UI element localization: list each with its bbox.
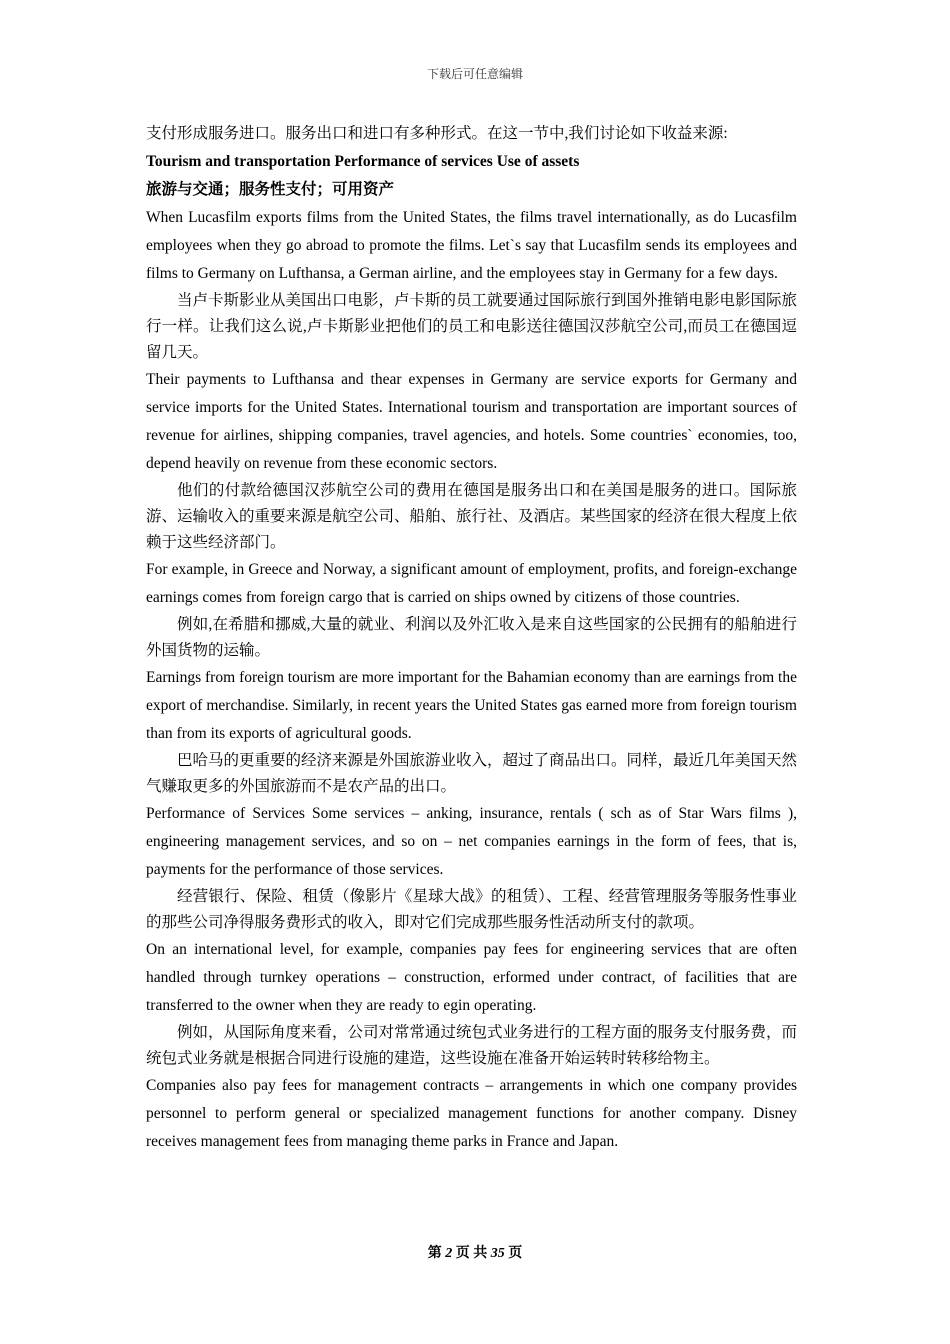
total-page-count: 35 [490, 1246, 505, 1261]
paragraph-zh: 例如,在希腊和挪威,大量的就业、利润以及外汇收入是来自这些国家的公民拥有的船舶进行外国货物的运输。 [146, 616, 797, 659]
paragraph-en: When Lucasfilm exports films from the United States, the films travel internationally, as do Lucasfilm employees when they go abroad to promote the films. Let`s say that Lucasfilm sends its employees and films to Germany on Lufthansa, a German airline, and the employees stay in Germany for a few days. [146, 209, 797, 282]
paragraph-en: On an international level, for example, companies pay fees for engineering services that are often handled through turnkey operations – construction, erformed under contract, of facilities that are transferred to the owner when they are ready to egin operating. [146, 941, 797, 1014]
paragraph-en: Their payments to Lufthansa and thear expenses in Germany are service exports for Germany and service imports for the United States. International tourism and transportation are important sources of revenue for airlines, shipping companies, travel agencies, and hotels. Some countries` economies, too, depend heavily on revenue from these economic sectors. [146, 371, 797, 472]
paragraph-zh: 巴哈马的更重要的经济来源是外国旅游业收入，超过了商品出口。同样，最近几年美国天然气赚取更多的外国旅游而不是农产品的出口。 [146, 752, 798, 795]
document-body [146, 120, 797, 1156]
paragraph-zh: 他们的付款给德国汉莎航空公司的费用在德国是服务出口和在美国是服务的进口。国际旅游、运输收入的重要来源是航空公司、船舶、旅行社、及酒店。某些国家的经济在很大程度上依赖于这些经济部门。 [146, 482, 798, 551]
paragraph-zh: 经营银行、保险、租赁（像影片《星球大战》的租赁）、工程、经营管理服务等服务性事业的那些公司净得服务费形式的收入，即对它们完成那些服务性活动所支付的款项。 [146, 888, 797, 931]
footer-suffix: 页 [504, 1246, 523, 1261]
footer-middle: 页 共 [452, 1246, 491, 1261]
paragraph-en: For example, in Greece and Norway, a significant amount of employment, profits, and foreign-exchange earnings comes from foreign cargo that is carried on ships owned by citizens of those countries. [146, 561, 797, 606]
footer-prefix: 第 [427, 1246, 446, 1261]
paragraph-zh: 例如，从国际角度来看，公司对常常通过统包式业务进行的工程方面的服务支付服务费，而统包式业务就是根据合同进行设施的建造，这些设施在准备开始运转时转移给物主。 [146, 1024, 798, 1067]
current-page-number: 2 [445, 1246, 453, 1261]
page-header: 下载后可任意编辑 [426, 67, 523, 81]
section-heading-zh: 旅游与交通；服务性支付；可用资产 [146, 181, 395, 198]
paragraph-en: Performance of Services Some services – anking, insurance, rentals ( sch as of Star Wars films ), engineering management services, and so on – net companies earnings in the form of fees, that is, payments for the performance of those services. [146, 805, 797, 878]
section-heading-en: Tourism and transportation Performance of services Use of assets [146, 153, 580, 170]
paragraph-en: Companies also pay fees for management contracts – arrangements in which one company provides personnel to perform general or specialized management functions for another company. Disney receives management fees from managing theme parks in France and Japan. [146, 1077, 797, 1150]
page-footer [0, 1245, 950, 1263]
paragraph-intro: 支付形成服务进口。服务出口和进口有多种形式。在这一节中,我们讨论如下收益来源: [146, 125, 728, 142]
paragraph-zh: 当卢卡斯影业从美国出口电影，卢卡斯的员工就要通过国际旅行到国外推销电影电影国际旅行一样。让我们这么说,卢卡斯影业把他们的员工和电影送往德国汉莎航空公司,而员工在德国逗留几天。 [146, 292, 798, 361]
paragraph-en: Earnings from foreign tourism are more important for the Bahamian economy than are earnings from the export of merchandise. Similarly, in recent years the United States gas earned more from foreign tourism than from its exports of agricultural goods. [146, 669, 797, 742]
